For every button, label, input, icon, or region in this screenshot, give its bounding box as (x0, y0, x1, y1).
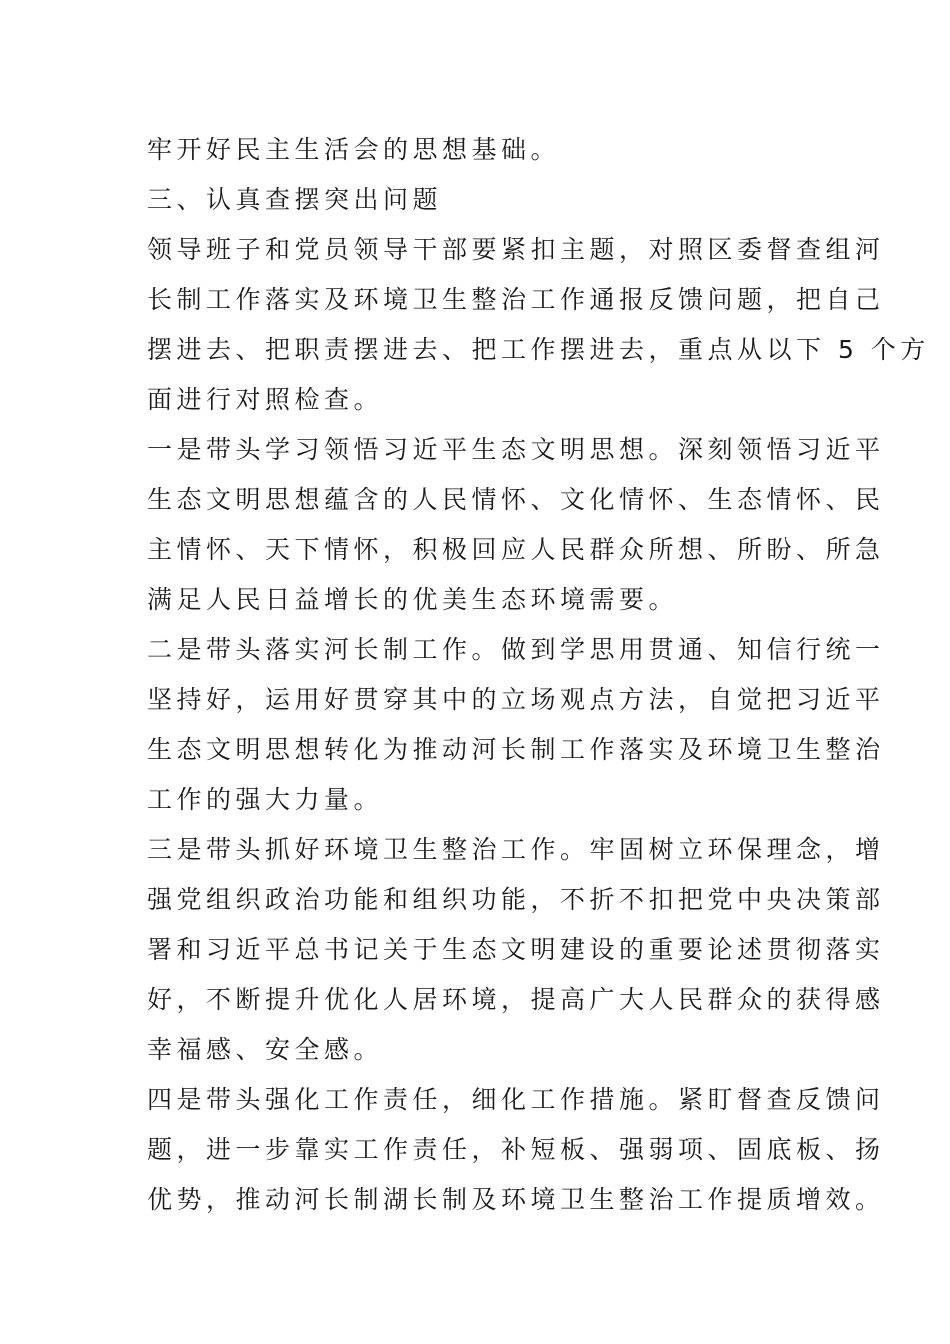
text-line: 一是带头学习领悟习近平生态文明思想。深刻领悟习近平 (147, 435, 885, 464)
text-line: 三是带头抓好环境卫生整治工作。牢固树立环保理念，增 (147, 835, 885, 864)
text-line: 坚持好，运用好贯穿其中的立场观点方法，自觉把习近平 (147, 685, 885, 714)
text-line: 牢开好民主生活会的思想基础。 (147, 135, 561, 164)
text-line: 幸福感、安全感。 (147, 1035, 384, 1064)
text-line: 长制工作落实及环境卫生整治工作通报反馈问题，把自己 (147, 285, 885, 314)
text-line: 二是带头落实河长制工作。做到学思用贯通、知信行统一 (147, 635, 885, 664)
text-line: 领导班子和党员领导干部要紧扣主题，对照区委督查组河 (147, 235, 885, 264)
text-line: 优势，推动河长制湖长制及环境卫生整治工作提质增效。 (147, 1185, 885, 1214)
text-line: 摆进去、把职责摆进去、把工作摆进去，重点从以下 5 个方 (147, 335, 930, 364)
document-body (147, 125, 930, 1225)
text-line: 好，不断提升优化人居环境，提高广大人民群众的获得感 (147, 985, 885, 1014)
text-line: 工作的强大力量。 (147, 785, 384, 814)
text-line: 四是带头强化工作责任，细化工作措施。紧盯督查反馈问 (147, 1085, 885, 1114)
text-line: 强党组织政治功能和组织功能，不折不扣把党中央决策部 (147, 885, 885, 914)
text-line: 署和习近平总书记关于生态文明建设的重要论述贯彻落实 (147, 935, 885, 964)
text-line: 面进行对照检查。 (147, 385, 384, 414)
text-line: 生态文明思想转化为推动河长制工作落实及环境卫生整治 (147, 735, 885, 764)
text-line: 满足人民日益增长的优美生态环境需要。 (147, 585, 679, 614)
text-line: 主情怀、天下情怀，积极回应人民群众所想、所盼、所急 (147, 535, 885, 564)
text-line: 生态文明思想蕴含的人民情怀、文化情怀、生态情怀、民 (147, 485, 885, 514)
text-line: 题，进一步靠实工作责任，补短板、强弱项、固底板、扬 (147, 1135, 885, 1164)
section-heading: 三、认真查摆突出问题 (147, 185, 443, 214)
